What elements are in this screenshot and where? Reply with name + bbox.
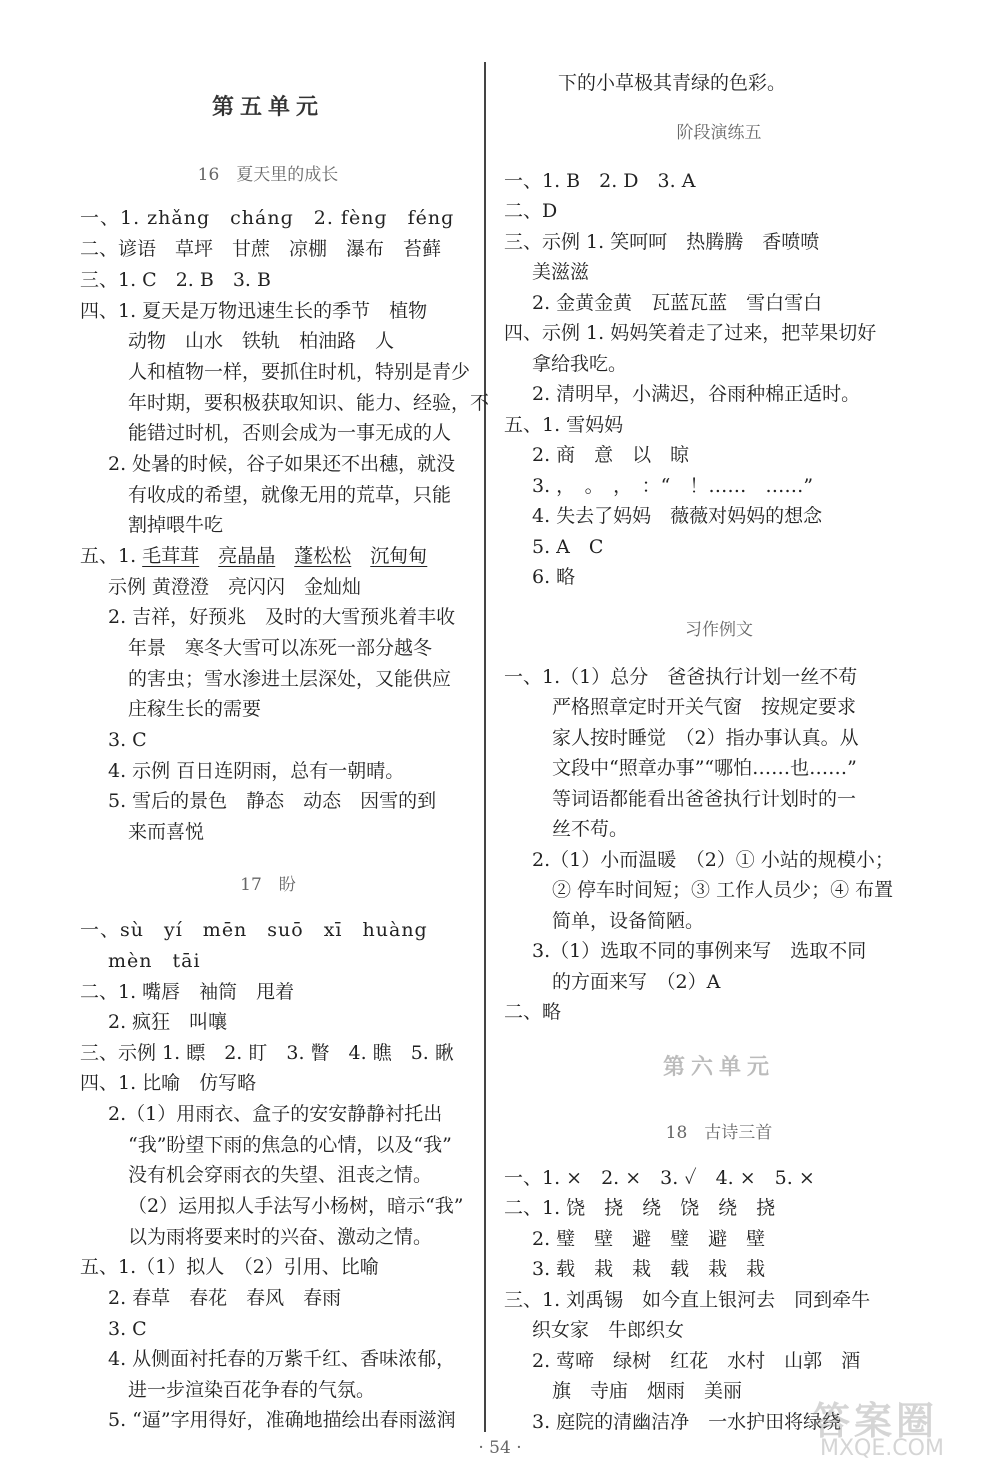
answer-line: 4. 示例 百日连阴雨，总有一朝晴。 <box>108 760 405 782</box>
answer-line: 简单，设备简陋。 <box>552 910 705 932</box>
answer-line: 5. A C <box>532 536 604 558</box>
answer-line: ② 停车时间短；③ 工作人员少；④ 布置 <box>552 879 894 901</box>
answer-line: 丝不苟。 <box>552 818 629 840</box>
answer-line: 2. 处暑的时候，谷子如果还不出穗，就没 <box>108 453 456 475</box>
answer-line: 人和植物一样，要抓住时机，特别是青少 <box>128 361 471 383</box>
answer-line-underlined: 五、1. 毛茸茸 亮晶晶 蓬松松 沉甸甸 <box>80 545 428 567</box>
answer-line: 五、1.（1）拟人 （2）引用、比喻 <box>80 1256 379 1278</box>
answer-line: mèn tāi <box>108 950 201 972</box>
answer-line: 二、略 <box>504 1001 562 1023</box>
underlined-word: 毛茸茸 <box>142 545 200 567</box>
answer-line: 3. 载 栽 栽 载 栽 栽 <box>532 1258 766 1280</box>
answer-line: 来而喜悦 <box>128 821 205 843</box>
answer-line: 二、1. 饶 挠 绕 饶 绕 挠 <box>504 1197 776 1219</box>
answer-line: 动物 山水 铁轨 柏油路 人 <box>128 330 395 352</box>
watermark-logo: 答案圈 MXQE.COM <box>812 1398 944 1461</box>
answer-line: 年时期，要积极获取知识、能力、经验，不 <box>128 392 490 414</box>
answer-line: 四、1. 夏天是万物迅速生长的季节 植物 <box>80 300 428 322</box>
underlined-word: 蓬松松 <box>294 545 352 567</box>
answer-line: 的方面来写 （2）A <box>552 971 721 993</box>
answer-line: 有收成的希望，就像无用的荒草，只能 <box>128 484 452 506</box>
answer-line: 5. “逼”字用得好，准确地描绘出春雨滋润 <box>108 1409 456 1431</box>
answer-line: 一、1.（1）总分 爸爸执行计划一丝不苟 <box>504 666 858 688</box>
answer-line: 3. 庭院的清幽洁净 一水护田将绿绕 <box>532 1411 842 1433</box>
answer-line: 没有机会穿雨衣的失望、沮丧之情。 <box>128 1164 433 1186</box>
answer-line: 2. 金黄金黄 瓦蓝瓦蓝 雪白雪白 <box>532 292 823 314</box>
lesson17-title: 17 盼 <box>240 875 296 895</box>
page-number: · 54 · <box>478 1438 522 1458</box>
answer-line: 织女家 牛郎织女 <box>532 1319 685 1341</box>
answer-line: 三、1. C 2. B 3. B <box>80 269 271 291</box>
essay-title: 习作例文 <box>685 620 753 640</box>
answer-line: “我”盼望下雨的焦急的心情，以及“我” <box>128 1134 452 1156</box>
answer-line: 严格照章定时开关气窗 按规定要求 <box>552 696 857 718</box>
answer-line: 二、谚语 草坪 甘蔗 凉棚 瀑布 苔藓 <box>80 238 442 260</box>
answer-line: 二、1. 嘴唇 袖筒 甩着 <box>80 981 295 1003</box>
answer-line: 以为雨将要来时的兴奋、激动之情。 <box>128 1226 433 1248</box>
answer-line: 一、1. B 2. D 3. A <box>504 170 696 192</box>
answer-line: 三、示例 1. 瞟 2. 盯 3. 瞥 4. 瞧 5. 瞅 <box>80 1042 454 1064</box>
answer-line: 5. 雪后的景色 静态 动态 因雪的到 <box>108 790 437 812</box>
stage5-title: 阶段演练五 <box>676 123 762 143</box>
answer-line: 4. 从侧面衬托春的万紫千红、香味浓郁， <box>108 1348 456 1370</box>
column-divider <box>484 62 486 1432</box>
answer-line: 家人按时睡觉 （2）指办事认真。从 <box>552 727 859 749</box>
answer-line: 一、1. × 2. × 3. ✓ 4. × 5. × <box>504 1167 815 1189</box>
answer-line: 6. 略 <box>532 566 576 588</box>
answer-line: 示例 黄澄澄 亮闪闪 金灿灿 <box>108 576 362 598</box>
answer-line: 3.（1）选取不同的事例来写 选取不同 <box>532 940 867 962</box>
answer-line: 2. 春草 春花 春风 春雨 <box>108 1287 342 1309</box>
answer-line: 2. 疯狂 叫嚷 <box>108 1011 228 1033</box>
answer-line: 三、示例 1. 笑呵呵 热腾腾 香喷喷 <box>504 231 820 253</box>
lesson18-title: 18 古诗三首 <box>665 1123 773 1143</box>
answer-line: 一、1. zhǎng chánɡ 2. fènɡ fénɡ <box>80 207 455 229</box>
answer-line: 割掉喂牛吃 <box>128 514 224 536</box>
answer-line: 一、sù yí mēn suō xī huàng <box>80 919 428 941</box>
answer-line: 庄稼生长的需要 <box>128 698 262 720</box>
answer-line: 3. ， 。 ， ：“ ！…… ……” <box>532 475 814 497</box>
answer-line: 2. 吉祥，好预兆 及时的大雪预兆着丰收 <box>108 606 456 628</box>
lesson16-title: 16 夏天里的成长 <box>197 165 339 185</box>
answer-line: 2. 商 意 以 晾 <box>532 444 690 466</box>
answer-line: 4. 失去了妈妈 薇薇对妈妈的想念 <box>532 505 823 527</box>
answer-line: 二、D <box>504 200 558 222</box>
answer-line: 文段中“照章办事”“哪怕……也……” <box>552 757 857 779</box>
unit6-title: 第六单元 <box>662 1054 775 1080</box>
answer-line: 拿给我吃。 <box>532 353 628 375</box>
answer-line: 2. 莺啼 绿树 红花 水村 山郭 酒 <box>532 1350 861 1372</box>
answer-line: 下的小草极其青绿的色彩。 <box>558 72 787 94</box>
answer-line: 旗 寺庙 烟雨 美丽 <box>552 1380 743 1402</box>
answer-line: 2.（1）小而温暖 （2）① 小站的规模小； <box>532 849 894 871</box>
answer-line: 2. 清明早，小满迟，谷雨种棉正适时。 <box>532 383 861 405</box>
answer-line: 能错过时机，否则会成为一事无成的人 <box>128 422 452 444</box>
answer-line: 等词语都能看出爸爸执行计划时的一 <box>552 788 857 810</box>
answer-line: 四、1. 比喻 仿写略 <box>80 1072 257 1094</box>
answer-line: 的害虫；雪水渗进土层深处，又能供应 <box>128 668 452 690</box>
unit5-title: 第五单元 <box>211 94 324 120</box>
answer-line: （2）运用拟人手法写小杨树，暗示“我” <box>128 1195 464 1217</box>
answer-line: 2.（1）用雨衣、盒子的安安静静衬托出 <box>108 1103 443 1125</box>
answer-line: 美滋滋 <box>532 261 590 283</box>
underlined-word: 亮晶晶 <box>218 545 276 567</box>
answer-line: 2. 璧 壁 避 璧 避 壁 <box>532 1228 766 1250</box>
answer-line: 四、示例 1. 妈妈笑着走了过来，把苹果切好 <box>504 322 877 344</box>
answer-line: 3. C <box>108 1318 147 1340</box>
answer-line: 3. C <box>108 729 147 751</box>
answer-line: 三、1. 刘禹锡 如今直上银河去 同到牵牛 <box>504 1289 871 1311</box>
answer-line: 进一步渲染百花争春的气氛。 <box>128 1379 376 1401</box>
answer-line: 年景 寒冬大雪可以冻死一部分越冬 <box>128 637 433 659</box>
answer-line: 五、1. 雪妈妈 <box>504 414 624 436</box>
underlined-word: 沉甸甸 <box>370 545 428 567</box>
